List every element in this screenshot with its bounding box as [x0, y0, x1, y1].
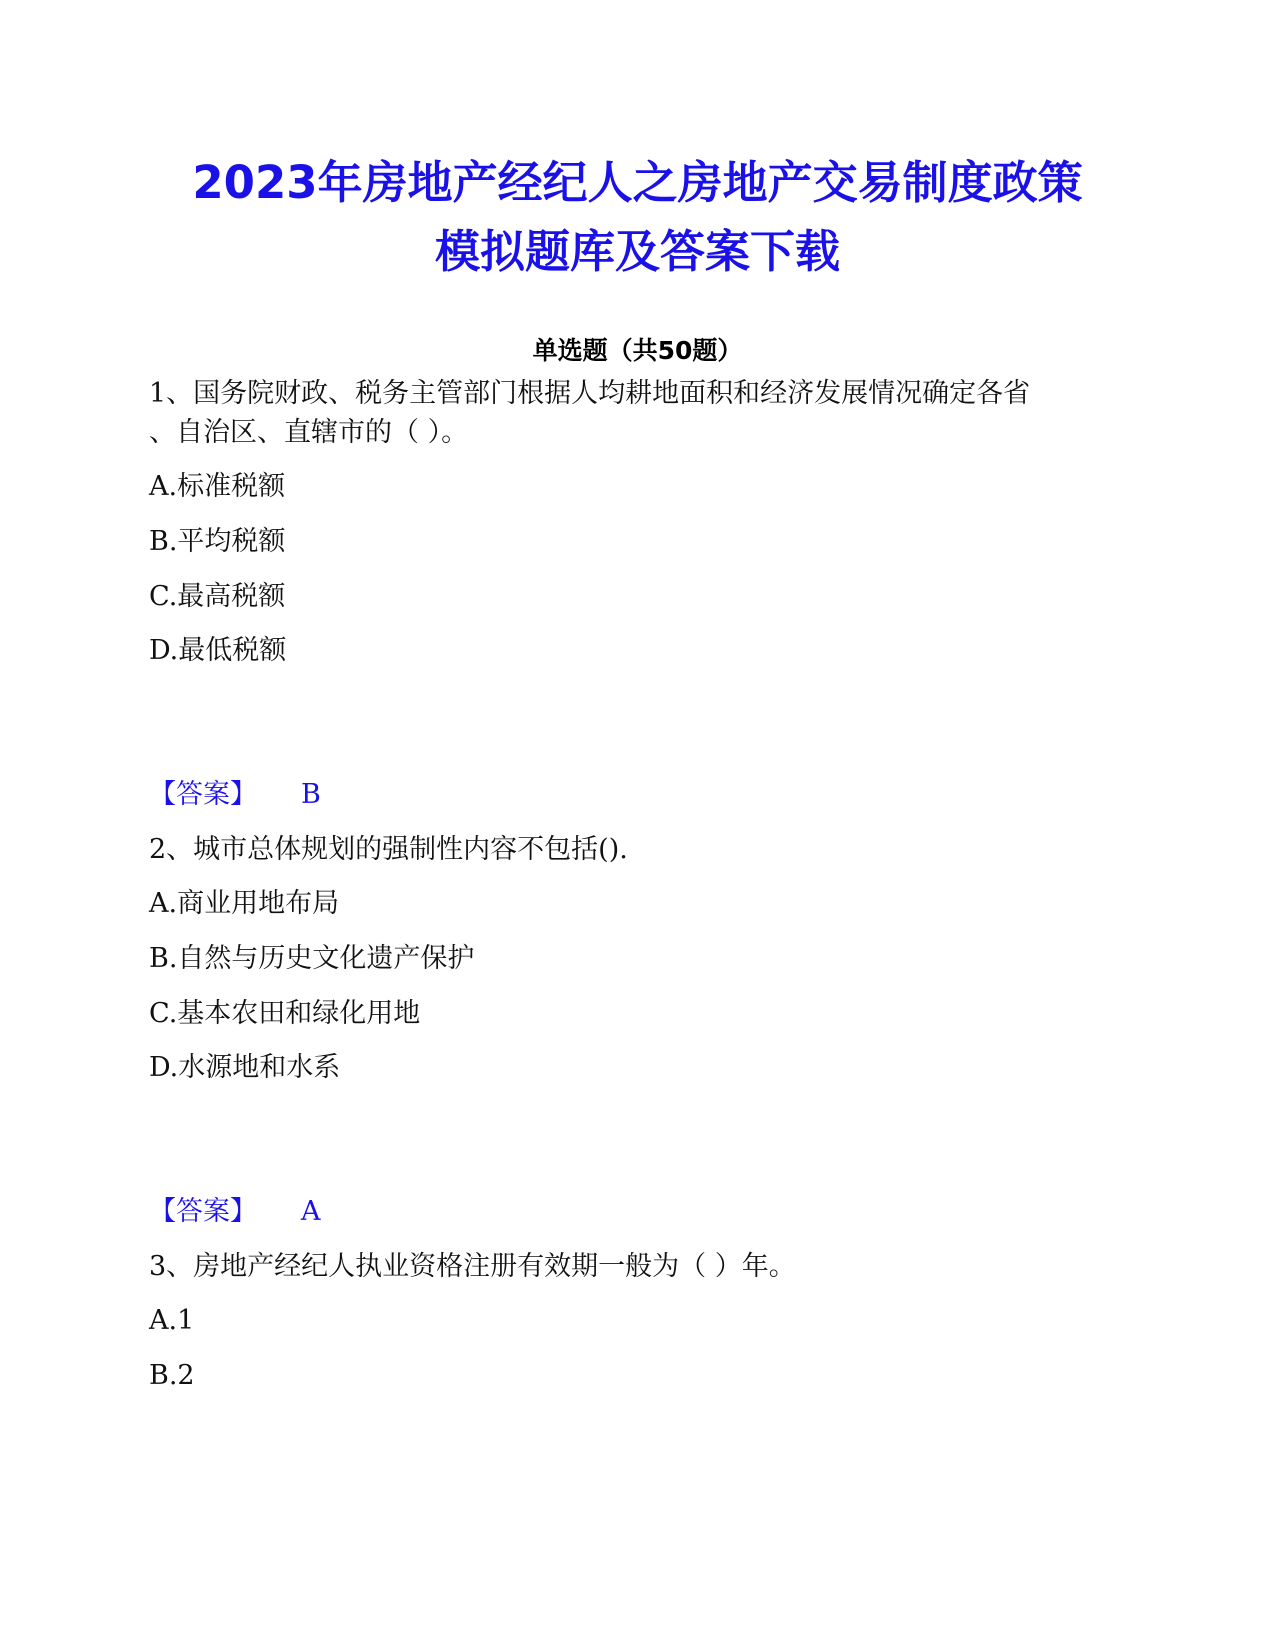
answer-label: 【答案】: [149, 1196, 257, 1227]
answer-value: B: [301, 779, 321, 810]
document-title-line-1: 2023年房地产经纪人之房地产交易制度政策: [192, 156, 1083, 209]
question-2-option-b: B.自然与历史文化遗产保护: [149, 943, 475, 974]
question-2-option-c: C.基本农田和绿化用地: [149, 998, 421, 1029]
question-1-answer: [149, 776, 321, 814]
question-1-stem-line-2: 、自治区、直辖市的（ ）。: [149, 417, 469, 448]
question-1-option-a: A.标准税额: [149, 471, 286, 502]
section-heading: 单选题（共50题）: [532, 336, 743, 365]
answer-value: A: [301, 1196, 321, 1227]
question-3-stem-line-1: 3、房地产经纪人执业资格注册有效期一般为（ ）年。: [149, 1251, 796, 1282]
question-1-option-c: C.最高税额: [149, 581, 286, 612]
question-1-option-d: D.最低税额: [149, 635, 287, 666]
question-2-answer: [149, 1193, 321, 1231]
question-3-option-b: B.2: [149, 1360, 195, 1391]
question-1-option-b: B.平均税额: [149, 526, 286, 557]
question-1-stem-line-1: 1、国务院财政、税务主管部门根据人均耕地面积和经济发展情况确定各省: [149, 378, 1031, 409]
answer-label: 【答案】: [149, 779, 257, 810]
question-2-option-a: A.商业用地布局: [149, 888, 340, 919]
question-3-option-a: A.1: [149, 1305, 195, 1336]
document-title-line-2: 模拟题库及答案下载: [434, 225, 840, 278]
question-2-stem-line-1: 2、城市总体规划的强制性内容不包括().: [149, 834, 628, 865]
question-2-option-d: D.水源地和水系: [149, 1052, 341, 1083]
